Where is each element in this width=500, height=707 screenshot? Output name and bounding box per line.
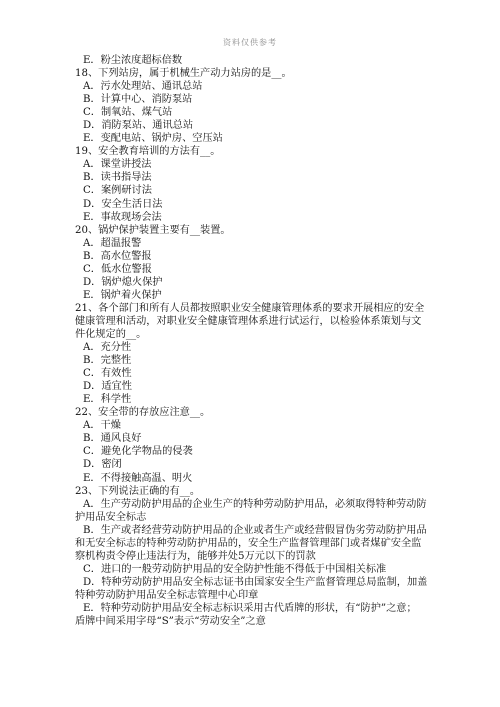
option-line: A．生产劳动防护用品的企业生产的特种劳动防护用品，必须取得特种劳动防: [83, 498, 427, 510]
option-line: B．高水位警报: [83, 250, 152, 262]
option-line: E．事故现场会法: [83, 211, 162, 223]
option-line: B．计算中心、消防泵站: [83, 94, 193, 106]
option-line: A．超温报警: [83, 237, 142, 249]
option-line: E．变配电站、锅炉房、空压站: [83, 133, 223, 145]
question-line: 21、各个部门和所有人员都按照职业安全健康管理体系的要求开展相应的安全: [75, 302, 425, 314]
option-line: A．干燥: [83, 420, 121, 432]
option-line: E．锅炉着火保护: [83, 289, 162, 301]
option-line: C．进口的一般劳动防护用品的安全防护性能不得低于中国相关标准: [83, 563, 387, 575]
option-line: C．制氧站、煤气站: [83, 107, 173, 119]
question-line: 盾牌中间采用字母“S”表示“劳动安全”之意: [75, 616, 266, 628]
question-line: 18、下列站房，属于机械生产动力站房的是__。: [75, 68, 292, 80]
question-line: 22、安全带的存放应注意__。: [75, 407, 211, 419]
option-line: D．适宜性: [83, 381, 132, 393]
option-line: C．避免化学物品的侵袭: [83, 446, 193, 458]
option-line: C．案例研讨法: [83, 185, 152, 197]
option-line: B．完整性: [83, 355, 132, 367]
question-line: 23、下列说法正确的有__。: [75, 485, 201, 497]
question-line: 健康管理和活动，对职业安全健康管理体系进行试运行，以检验体系策划与文: [75, 315, 422, 327]
option-line: A．污水处理站、通讯总站: [83, 81, 203, 93]
option-line: A．充分性: [83, 342, 132, 354]
option-line: C．有效性: [83, 368, 132, 380]
question-line: 和无安全标志的特种劳动防护用品的，安全生产监督管理部门或者煤矿安全监: [75, 537, 422, 549]
question-line: 19、安全教育培训的方法有__。: [75, 146, 221, 158]
option-line: E．科学性: [83, 394, 132, 406]
document-body: [75, 54, 435, 628]
option-line: B．通风良好: [83, 433, 142, 445]
question-line: 护用品安全标志: [75, 511, 147, 523]
option-line: E．特种劳动防护用品安全标志标识采用古代盾牌的形状，有“防护”之意；: [83, 602, 417, 614]
option-line: D．消防泵站、通讯总站: [83, 120, 194, 132]
option-line: A．课堂讲授法: [83, 159, 152, 171]
question-line: 件化规定的__。: [75, 328, 147, 340]
question-line: 20、锅炉保护装置主要有__装置。: [75, 224, 231, 236]
option-line: B．生产或者经营劳动防护用品的企业或者生产或经营假冒伪劣劳动防护用品: [83, 524, 427, 536]
question-line: 察机构责令停止违法行为，能够并处5万元以下的罚款: [75, 550, 316, 562]
option-line: B．读书指导法: [83, 172, 152, 184]
option-line: E．不得接触高温、明火: [83, 472, 193, 484]
question-line: 特种劳动防护用品安全标志管理中心印章: [75, 589, 259, 601]
page-header: 资料仅供参考: [223, 38, 277, 47]
option-line: C．低水位警报: [83, 263, 152, 275]
option-line: D．安全生活日法: [83, 198, 163, 210]
option-line: E．粉尘浓度超标倍数: [83, 55, 183, 66]
option-line: D．特种劳动防护用品安全标志证书由国家安全生产监督管理总局监制，加盖: [83, 576, 428, 588]
option-line: D．锅炉熄火保护: [83, 276, 163, 288]
option-line: D．密闭: [83, 459, 122, 471]
